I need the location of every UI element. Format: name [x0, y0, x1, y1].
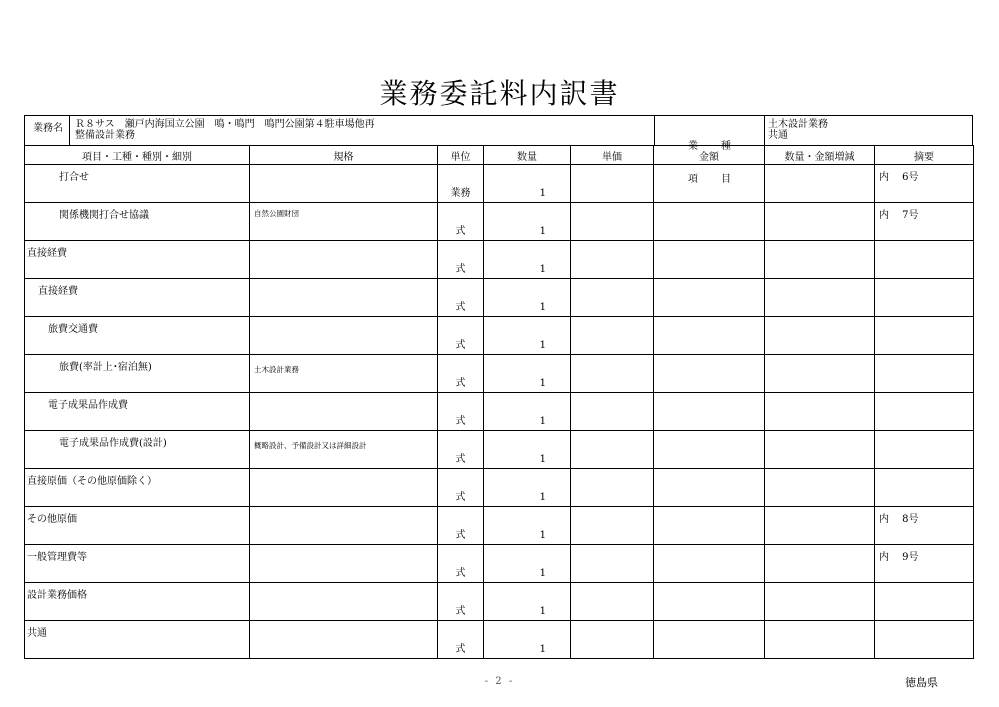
unit-cell [438, 165, 484, 203]
qty-cell [484, 469, 571, 507]
change-cell [765, 583, 875, 621]
item-qty: 1 [539, 264, 546, 275]
item-name: 関係機関打合せ協議 [59, 210, 149, 221]
item-unit: 式 [455, 416, 466, 427]
item-name: 直接原価（その他原価除く） [27, 476, 157, 487]
item-spec: 概略設計、予備設計又は詳細設計 [254, 441, 367, 450]
unit-cell [438, 279, 484, 317]
spec-cell [250, 583, 438, 621]
table-header-row [25, 146, 974, 165]
qty-cell [484, 583, 571, 621]
price-cell [571, 317, 654, 355]
change-cell [765, 431, 875, 469]
amount-cell [654, 203, 765, 241]
qty-cell [484, 545, 571, 583]
table-row [25, 317, 974, 355]
item-remarks: 内 7号 [879, 210, 919, 221]
table-row [25, 203, 974, 241]
amount-cell [654, 621, 765, 659]
spec-cell [250, 545, 438, 583]
divider [764, 116, 765, 145]
unit-cell [438, 507, 484, 545]
item-qty: 1 [539, 188, 546, 199]
item-unit: 式 [455, 454, 466, 465]
change-cell [765, 165, 875, 203]
col-header-unit: 単位 [438, 146, 484, 165]
item-name: 打合せ [59, 172, 89, 183]
amount-cell [654, 545, 765, 583]
price-cell [571, 469, 654, 507]
item-unit: 式 [455, 264, 466, 275]
spec-cell [250, 469, 438, 507]
spec-cell [250, 165, 438, 203]
price-cell [571, 583, 654, 621]
amount-cell [654, 507, 765, 545]
remarks-cell [875, 469, 974, 507]
breakdown-table [24, 145, 974, 659]
item-name: 電子成果品作成費(設計) [59, 438, 167, 449]
item-qty: 1 [539, 568, 546, 579]
amount-cell [654, 355, 765, 393]
item-name: その他原価 [27, 514, 77, 525]
amount-cell [654, 241, 765, 279]
change-cell [765, 469, 875, 507]
change-cell [765, 621, 875, 659]
qty-cell [484, 203, 571, 241]
unit-cell [438, 621, 484, 659]
unit-cell [438, 317, 484, 355]
unit-cell [438, 393, 484, 431]
change-cell [765, 507, 875, 545]
remarks-cell [875, 241, 974, 279]
table-row [25, 431, 974, 469]
item-name: 電子成果品作成費 [48, 400, 128, 411]
item-cell [25, 621, 250, 659]
remarks-cell [875, 583, 974, 621]
item-name: 直接経費 [38, 286, 78, 297]
divider [654, 116, 655, 145]
type-label-gyoshu: 業 種 [688, 141, 732, 152]
remarks-cell [875, 431, 974, 469]
item-cell [25, 393, 250, 431]
page-number: - 2 - [484, 676, 515, 687]
item-qty: 1 [539, 226, 546, 237]
item-qty: 1 [539, 530, 546, 541]
table-row [25, 355, 974, 393]
item-unit: 式 [455, 530, 466, 541]
remarks-cell [875, 545, 974, 583]
item-name: 一般管理費等 [27, 552, 87, 563]
unit-cell [438, 203, 484, 241]
change-cell [765, 317, 875, 355]
change-cell [765, 393, 875, 431]
price-cell [571, 621, 654, 659]
spec-cell [250, 317, 438, 355]
unit-cell [438, 355, 484, 393]
table-row [25, 507, 974, 545]
amount-cell [654, 583, 765, 621]
item-name: 旅費交通費 [48, 324, 98, 335]
amount-cell [654, 279, 765, 317]
change-cell [765, 241, 875, 279]
item-qty: 1 [539, 340, 546, 351]
type-value-komoku: 共通 [768, 130, 788, 141]
table-row [25, 165, 974, 203]
item-unit: 式 [455, 606, 466, 617]
item-remarks: 内 6号 [879, 172, 919, 183]
item-name: 旅費(率計上･宿泊無) [59, 362, 152, 373]
qty-cell [484, 279, 571, 317]
item-qty: 1 [539, 492, 546, 503]
spec-cell [250, 393, 438, 431]
col-header-amount: 金額 [654, 146, 765, 165]
remarks-cell [875, 279, 974, 317]
remarks-cell [875, 165, 974, 203]
col-header-spec: 規格 [250, 146, 438, 165]
table-row [25, 583, 974, 621]
item-cell [25, 165, 250, 203]
col-header-change: 数量・金額増減 [765, 146, 875, 165]
table-row [25, 469, 974, 507]
spec-cell [250, 621, 438, 659]
type-value-gyoshu: 土木設計業務 [768, 119, 828, 130]
item-remarks: 内 9号 [879, 552, 919, 563]
remarks-cell [875, 317, 974, 355]
item-qty: 1 [539, 644, 546, 655]
price-cell [571, 507, 654, 545]
change-cell [765, 279, 875, 317]
change-cell [765, 355, 875, 393]
col-header-price: 単価 [571, 146, 654, 165]
organization-name: 徳島県 [905, 676, 938, 689]
price-cell [571, 241, 654, 279]
change-cell [765, 545, 875, 583]
business-name-line1: Ｒ８サス 瀬戸内海国立公園 鳴・鳴門 鳴門公園第４駐車場他再 [75, 119, 375, 130]
table-row [25, 621, 974, 659]
qty-cell [484, 507, 571, 545]
item-name: 設計業務価格 [27, 590, 87, 601]
qty-cell [484, 165, 571, 203]
item-name: 共通 [27, 628, 47, 639]
remarks-cell [875, 393, 974, 431]
item-cell [25, 279, 250, 317]
amount-cell [654, 165, 765, 203]
spec-cell [250, 241, 438, 279]
item-unit: 式 [455, 226, 466, 237]
price-cell [571, 279, 654, 317]
item-cell [25, 507, 250, 545]
qty-cell [484, 431, 571, 469]
remarks-cell [875, 621, 974, 659]
spec-cell [250, 355, 438, 393]
item-unit: 式 [455, 568, 466, 579]
remarks-cell [875, 203, 974, 241]
item-spec: 自然公園財団 [254, 209, 299, 218]
unit-cell [438, 431, 484, 469]
item-name: 直接経費 [27, 248, 67, 259]
item-qty: 1 [539, 454, 546, 465]
item-cell [25, 545, 250, 583]
amount-cell [654, 431, 765, 469]
spec-cell [250, 431, 438, 469]
unit-cell [438, 583, 484, 621]
price-cell [571, 165, 654, 203]
item-qty: 1 [539, 416, 546, 427]
item-qty: 1 [539, 378, 546, 389]
spec-cell [250, 507, 438, 545]
spec-cell [250, 203, 438, 241]
item-spec: 土木設計業務 [254, 365, 299, 374]
table-row [25, 545, 974, 583]
item-qty: 1 [539, 606, 546, 617]
amount-cell [654, 393, 765, 431]
qty-cell [484, 621, 571, 659]
item-unit: 業務 [450, 188, 471, 199]
item-cell [25, 469, 250, 507]
item-unit: 式 [455, 302, 466, 313]
price-cell [571, 393, 654, 431]
qty-cell [484, 393, 571, 431]
item-cell [25, 317, 250, 355]
item-cell [25, 583, 250, 621]
item-remarks: 内 8号 [879, 514, 919, 525]
table-row [25, 393, 974, 431]
item-cell [25, 431, 250, 469]
spec-cell [250, 279, 438, 317]
amount-cell [654, 317, 765, 355]
amount-cell [654, 469, 765, 507]
price-cell [571, 355, 654, 393]
remarks-cell [875, 355, 974, 393]
col-header-qty: 数量 [484, 146, 571, 165]
qty-cell [484, 317, 571, 355]
unit-cell [438, 241, 484, 279]
item-cell [25, 241, 250, 279]
col-header-item: 項目・工種・種別・細別 [25, 146, 250, 165]
qty-cell [484, 241, 571, 279]
change-cell [765, 203, 875, 241]
item-unit: 式 [455, 492, 466, 503]
type-values [768, 119, 828, 141]
price-cell [571, 545, 654, 583]
col-header-remarks: 摘要 [875, 146, 974, 165]
price-cell [571, 431, 654, 469]
type-label-komoku: 項 目 [688, 174, 732, 185]
unit-cell [438, 545, 484, 583]
business-name [75, 119, 375, 141]
qty-cell [484, 355, 571, 393]
item-unit: 式 [455, 340, 466, 351]
item-qty: 1 [539, 302, 546, 313]
unit-cell [438, 469, 484, 507]
table-row [25, 241, 974, 279]
item-unit: 式 [455, 378, 466, 389]
business-name-label: 業務名 [33, 123, 63, 134]
divider [69, 116, 70, 145]
table-row [25, 279, 974, 317]
remarks-cell [875, 507, 974, 545]
document-title: 業務委託料内訳書 [379, 77, 620, 110]
business-name-line2: 整備設計業務 [75, 130, 135, 141]
item-cell [25, 203, 250, 241]
price-cell [571, 203, 654, 241]
item-cell [25, 355, 250, 393]
item-unit: 式 [455, 644, 466, 655]
